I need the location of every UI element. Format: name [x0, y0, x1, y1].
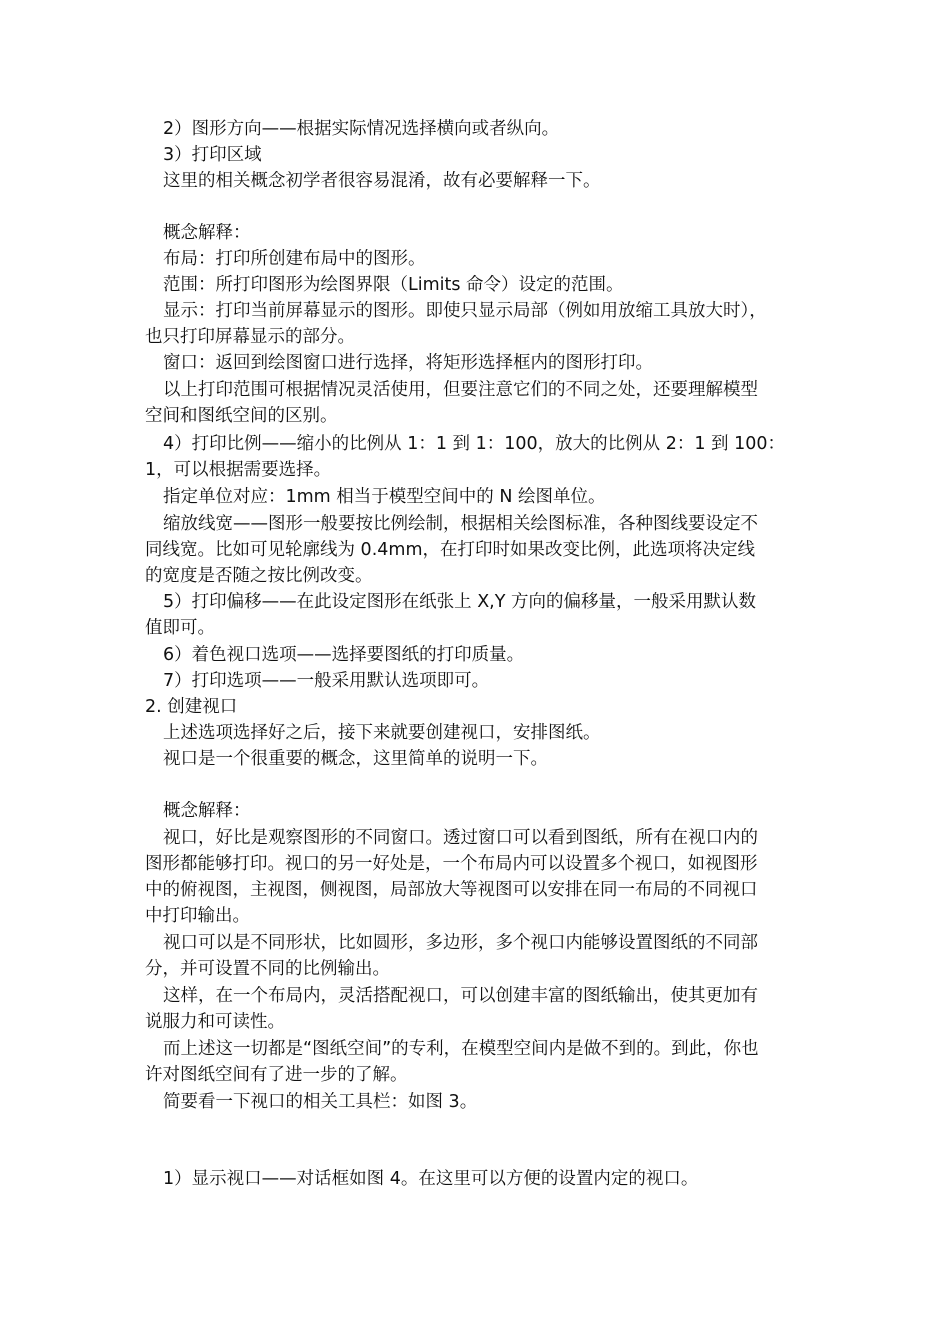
text-line: 范围：所打印图形为绘图界限（Limits 命令）设定的范围。	[163, 275, 624, 295]
text-line: 同线宽。比如可见轮廓线为 0.4mm，在打印时如果改变比例，此选项将决定线	[145, 540, 755, 560]
text-line: 视口，好比是观察图形的不同窗口。透过窗口可以看到图纸，所有在视口内的	[163, 828, 758, 848]
text-line: 概念解释：	[163, 223, 251, 243]
text-line: 的宽度是否随之按比例改变。	[145, 566, 373, 586]
text-line: 7）打印选项——一般采用默认选项即可。	[163, 671, 490, 691]
text-line: 中的俯视图，主视图，侧视图，局部放大等视图可以安排在同一布局的不同视口	[145, 880, 758, 900]
text-line: 空间和图纸空间的区别。	[145, 406, 338, 426]
text-line: 简要看一下视口的相关工具栏：如图 3。	[163, 1092, 478, 1112]
text-line: 这里的相关概念初学者很容易混淆，故有必要解释一下。	[163, 171, 601, 191]
text-line: 5）打印偏移——在此设定图形在纸张上 X,Y 方向的偏移量，一般采用默认数	[163, 592, 756, 612]
text-line: 1）显示视口——对话框如图 4。在这里可以方便的设置内定的视口。	[163, 1169, 699, 1189]
text-line: 4）打印比例——缩小的比例从 1：1 到 1：100，放大的比例从 2：1 到 100：	[163, 434, 785, 454]
section-heading: 2. 创建视口	[145, 697, 238, 717]
text-line: 视口可以是不同形状，比如圆形，多边形，多个视口内能够设置图纸的不同部	[163, 933, 758, 953]
text-line: 许对图纸空间有了进一步的了解。	[145, 1065, 408, 1085]
text-line: 也只打印屏幕显示的部分。	[145, 327, 355, 347]
text-line: 指定单位对应：1mm 相当于模型空间中的 N 绘图单位。	[163, 487, 606, 507]
text-line: 1，可以根据需要选择。	[145, 460, 332, 480]
text-line: 而上述这一切都是“图纸空间”的专利，在模型空间内是做不到的。到此，你也	[163, 1039, 759, 1059]
text-line: 视口是一个很重要的概念，这里简单的说明一下。	[163, 749, 548, 769]
text-line: 显示：打印当前屏幕显示的图形。即使只显示局部（例如用放缩工具放大时），	[163, 301, 767, 321]
text-line: 中打印输出。	[145, 906, 250, 926]
text-line: 图形都能够打印。视口的另一好处是，一个布局内可以设置多个视口，如视图形	[145, 854, 758, 874]
text-line: 2）图形方向——根据实际情况选择横向或者纵向。	[163, 119, 560, 139]
text-line: 上述选项选择好之后，接下来就要创建视口，安排图纸。	[163, 723, 601, 743]
text-line: 布局：打印所创建布局中的图形。	[163, 249, 426, 269]
text-line: 3）打印区域	[163, 145, 262, 165]
text-line: 值即可。	[145, 618, 215, 638]
text-line: 分，并可设置不同的比例输出。	[145, 959, 390, 979]
text-line: 说服力和可读性。	[145, 1012, 285, 1032]
text-line: 6）着色视口选项——选择要图纸的打印质量。	[163, 645, 525, 665]
text-line: 概念解释：	[163, 801, 251, 821]
text-line: 以上打印范围可根据情况灵活使用，但要注意它们的不同之处，还要理解模型	[163, 380, 758, 400]
text-line: 窗口：返回到绘图窗口进行选择，将矩形选择框内的图形打印。	[163, 353, 653, 373]
text-line: 缩放线宽——图形一般要按比例绘制，根据相关绘图标准，各种图线要设定不	[163, 514, 758, 534]
text-line: 这样，在一个布局内，灵活搭配视口，可以创建丰富的图纸输出，使其更加有	[163, 986, 758, 1006]
